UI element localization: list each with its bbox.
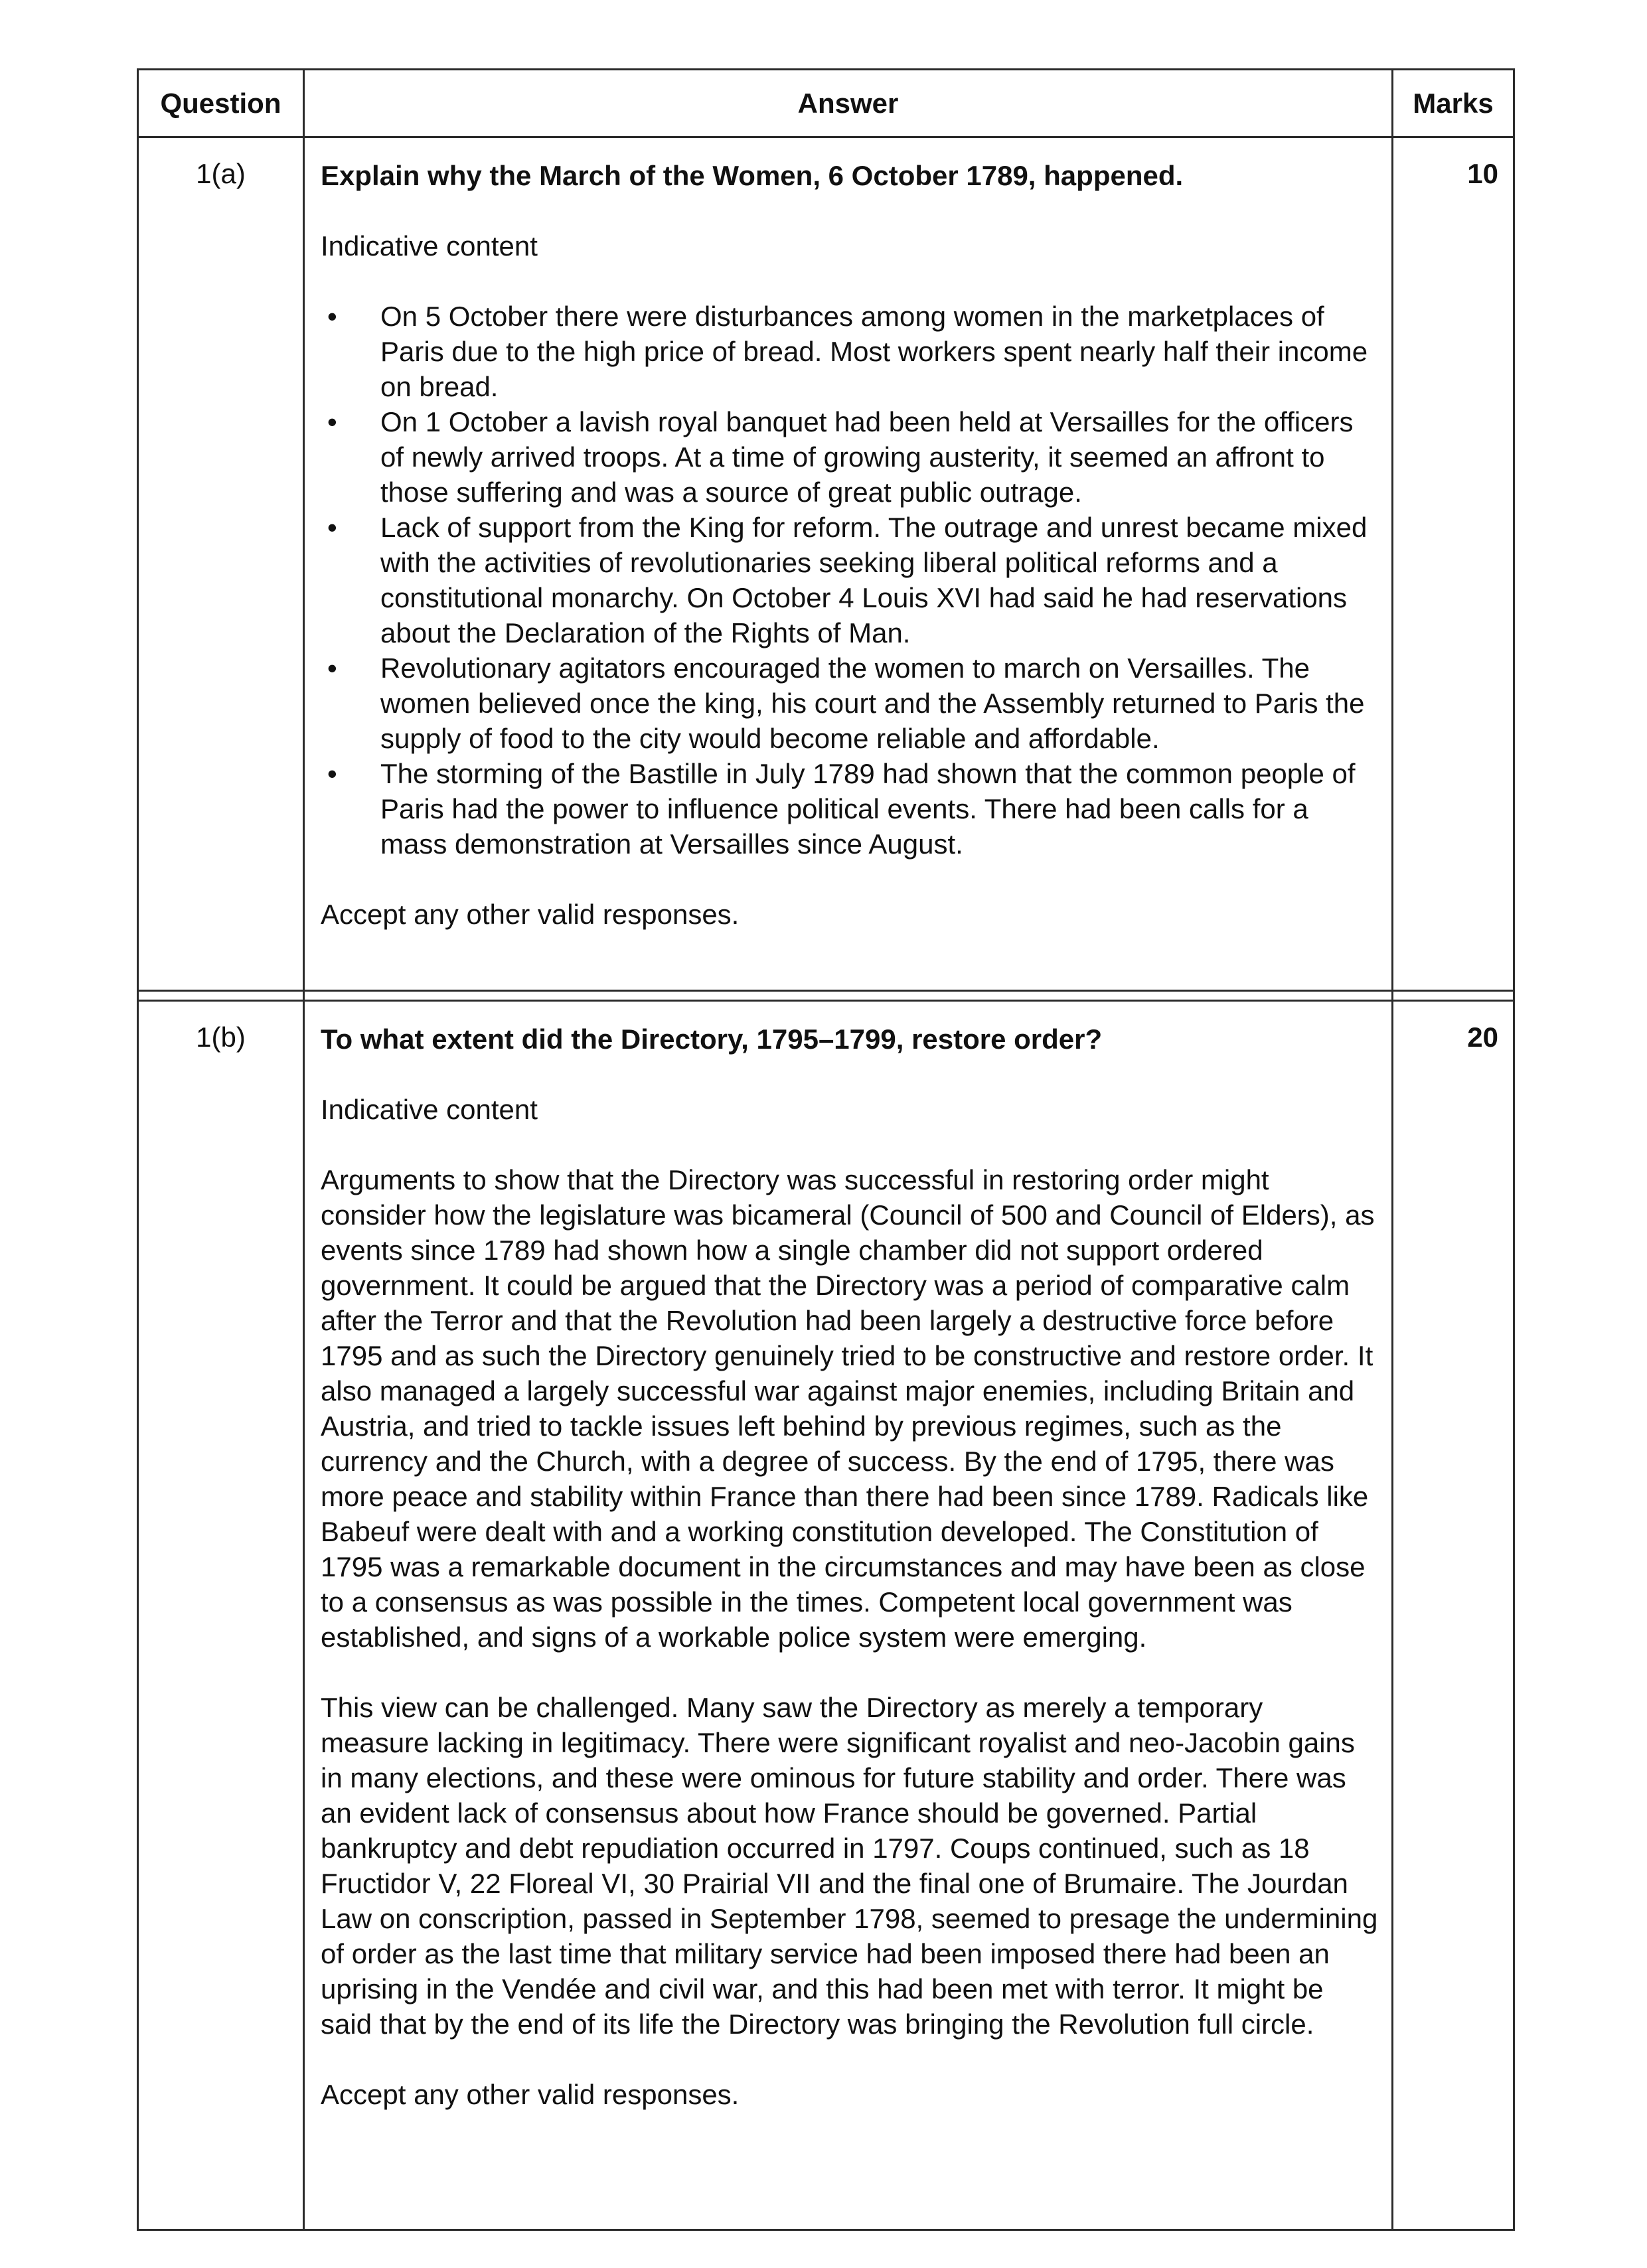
row-separator — [139, 990, 1513, 1002]
answer-paragraph: This view can be challenged. Many saw the Directory as merely a temporary measure lacking in legitimacy. There were significant royalist and neo-Jacobin gains in many elections, and these were ominous for future stability and order. There was an evident lack of consensus about how France should be governed. Partial bankruptcy and debt repudiation occurred in 1797. Coups continued, such as 18 Fructidor V, 22 Floreal VI, 30 Prairial VII and the final one of Brumaire. The Jourdan Law on conscription, passed in September 1798, seemed to presage the undermining of order as the last time that military service had been imposed there had been an uprising in the Vendée and civil war, and this had been met with terror. It might be said that by the end of its life the Directory was bringing the Revolution full circle. — [321, 1692, 1378, 2040]
header-question: Question — [139, 70, 305, 136]
marks-value: 20 — [1467, 1021, 1498, 1053]
header-answer: Answer — [305, 70, 1393, 136]
bullet-text: On 5 October there were disturbances among women in the marketplaces of Paris due to the high price of bread. Most workers spent nearly half their income on bread. — [380, 301, 1368, 402]
list-item — [321, 404, 1378, 510]
mark-scheme-table — [137, 68, 1515, 2231]
bullet-list — [321, 299, 1378, 862]
answer-cell — [305, 1002, 1393, 2229]
bullet-icon: • — [327, 512, 337, 543]
indicative-content-label: Indicative content — [321, 1094, 538, 1125]
answer-cell — [305, 138, 1393, 990]
bullet-icon: • — [327, 758, 337, 789]
question-text: Explain why the March of the Women, 6 October 1789, happened. — [321, 160, 1184, 191]
question-number: 1(b) — [139, 1002, 305, 2229]
indicative-content-label: Indicative content — [321, 230, 538, 262]
list-item — [321, 756, 1378, 862]
bullet-text: Lack of support from the King for reform. The outrage and unrest became mixed with the activities of revolutionaries seeking liberal political reforms and a constitutional monarchy. On October 4 Louis XVI had said he had reservations about the Declaration of the Rights of Man. — [380, 512, 1368, 648]
bullet-text: The storming of the Bastille in July 1789 had shown that the common people of Paris had the power to influence political events. There had been calls for a mass demonstration at Versailles since August. — [380, 758, 1356, 860]
table-header-row — [139, 68, 1513, 138]
separator-cell — [305, 992, 1393, 1000]
bullet-icon: • — [327, 406, 337, 437]
answer-paragraph: Arguments to show that the Directory was successful in restoring order might consider how the legislature was bicameral (Council of 500 and Council of Elders), as events since 1789 had shown how a single chamber did not support ordered government. It could be argued that the Directory was a period of comparative calm after the Terror and that the Revolution had been largely a destructive force before 1795 and as such the Directory genuinely tried to be constructive and restore order. It also managed a largely successful war against major enemies, including Britain and Austria, and tried to tackle issues left behind by previous regimes, such as the currency and the Church, with a degree of success. By the end of 1795, there was more peace and stability within France than there had been since 1789. Radicals like Babeuf were dealt with and a working constitution developed. The Constitution of 1795 was a remarkable document in the circumstances and may have been as close to a consensus as was possible in the times. Competent local government was established, and signs of a workable police system were emerging. — [321, 1164, 1375, 1653]
bullet-text: On 1 October a lavish royal banquet had been held at Versailles for the officers of newly arrived troops. At a time of growing austerity, it seemed an affront to those suffering and was a source of great public outrage. — [380, 406, 1354, 508]
header-marks: Marks — [1413, 87, 1494, 119]
separator-cell — [1393, 992, 1513, 1000]
list-item — [321, 650, 1378, 756]
table-row — [139, 138, 1513, 990]
bullet-icon: • — [327, 652, 337, 684]
marks-value: 10 — [1467, 158, 1498, 189]
bullet-icon: • — [327, 301, 337, 332]
list-item — [321, 510, 1378, 650]
question-number: 1(a) — [139, 138, 305, 990]
table-row — [139, 1002, 1513, 2229]
question-text: To what extent did the Directory, 1795–1799, restore order? — [321, 1023, 1103, 1055]
separator-cell — [139, 992, 305, 1000]
bullet-text: Revolutionary agitators encouraged the women to march on Versailles. The women believed once the king, his court and the Assembly returned to Paris the supply of food to the city would become reliable and affordable. — [380, 652, 1365, 754]
closing-note: Accept any other valid responses. — [321, 899, 740, 930]
closing-note: Accept any other valid responses. — [321, 2079, 740, 2110]
list-item — [321, 299, 1378, 404]
